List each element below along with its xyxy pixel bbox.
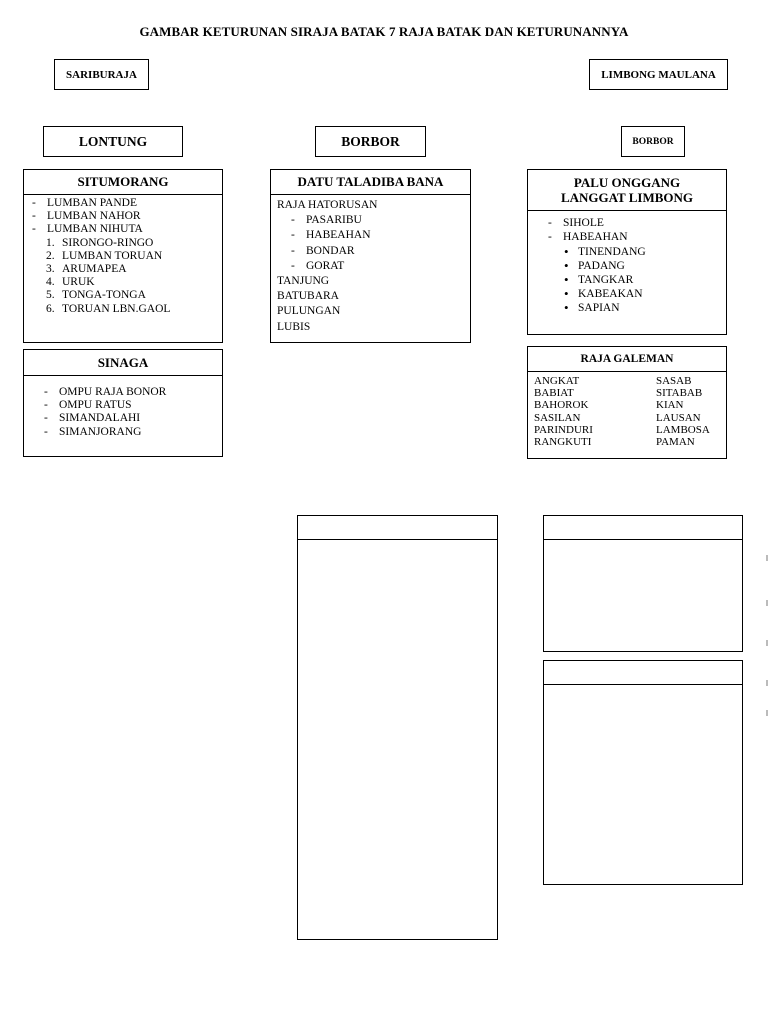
galeman-left-item: PARINDURI [534, 423, 593, 436]
sinaga-list [59, 386, 166, 439]
galeman-right-item: LAUSAN [656, 411, 701, 424]
datu-taladiba-bana-header: DATU TALADIBA BANA [271, 170, 470, 195]
galeman-right-item: PAMAN [656, 436, 695, 449]
list-item: - LUMBAN NIHUTA [47, 223, 143, 236]
raja-galeman-card [527, 346, 727, 459]
list-text: SIRONGO-RINGO [62, 236, 154, 249]
list-text: TONGA-TONGA [62, 289, 146, 302]
list-text: TORUAN LBN.GAOL [62, 302, 171, 315]
list-item [46, 236, 170, 250]
galeman-right-item: SASAB [656, 375, 692, 387]
list-item [46, 249, 170, 263]
page-title: GAMBAR KETURUNAN SIRAJA BATAK 7 RAJA BATAK DAN KETURUNANNYA [139, 24, 629, 39]
label-lontung-text: LONTUNG [78, 133, 148, 149]
list-item: • KABEAKAN [578, 287, 646, 301]
label-sariburaja [54, 59, 149, 90]
galeman-left-item: BAHOROK [534, 399, 589, 412]
label-borbor-middle [315, 126, 426, 157]
list-number: 3. [46, 263, 55, 275]
situmorang-numbered-list [46, 236, 171, 316]
list-item: - SIMANJORANG [59, 426, 166, 439]
list-item: - HABEAHAN [306, 228, 377, 243]
datu-list [277, 198, 377, 335]
palu-bullet-list [578, 245, 646, 315]
palu-onggang-header-line1: PALU ONGGANG [573, 175, 681, 190]
list-item: - SIMANDALAHI [59, 412, 166, 425]
list-item: PULUNGAN [277, 305, 341, 318]
list-item [46, 289, 170, 302]
datu-sub-list [306, 213, 377, 274]
datu-taladiba-bana-card [270, 169, 471, 343]
list-item: • PADANG [578, 259, 646, 273]
list-item: - SIHOLE [563, 216, 628, 230]
list-item: - OMPU RATUS [59, 399, 166, 412]
palu-onggang-card [527, 169, 727, 335]
list-item: - BONDAR [306, 244, 377, 259]
list-item [46, 276, 170, 289]
list-number: 4. [46, 276, 55, 289]
raja-galeman-grid [534, 375, 726, 448]
list-item: - LUMBAN PANDE [47, 197, 143, 210]
palu-onggang-header-line2: LANGGAT LIMBONG [560, 190, 694, 205]
list-number: 5. [46, 289, 55, 302]
empty-card-right-bottom [543, 660, 743, 885]
list-item: • TINENDANG [578, 245, 646, 259]
galeman-left-item: SASILAN [534, 411, 581, 424]
empty-card-middle [297, 515, 498, 940]
list-item: - OMPU RAJA BONOR [59, 386, 166, 399]
list-item [46, 263, 170, 276]
list-item: - PASARIBU [306, 213, 377, 228]
situmorang-card [23, 169, 223, 343]
galeman-left-item: RANGKUTI [534, 436, 592, 449]
empty-card-right-top-header [544, 516, 742, 540]
label-limbong-maulana-text: LIMBONG MAULANA [601, 68, 716, 81]
list-item: BATUBARA [277, 290, 339, 303]
empty-card-right-bottom-header [544, 661, 742, 685]
galeman-right-item: LAMBOSA [656, 423, 710, 436]
list-number: 6. [46, 302, 55, 315]
empty-card-right-top [543, 515, 743, 652]
situmorang-dash-list [47, 197, 143, 237]
list-item: - LUMBAN NAHOR [47, 210, 143, 223]
palu-dash-list [563, 216, 628, 245]
list-text: URUK [62, 276, 95, 289]
label-limbong-maulana [589, 59, 728, 90]
list-number: 2. [46, 249, 55, 262]
list-item: - GORAT [306, 259, 377, 274]
label-borbor-right-text: BORBOR [632, 136, 674, 147]
list-item [46, 302, 171, 316]
label-lontung [43, 126, 183, 157]
list-item: LUBIS [277, 320, 311, 333]
label-borbor-right [621, 126, 685, 157]
galeman-left-item: BABIAT [534, 387, 574, 400]
list-item: TANJUNG [277, 275, 330, 288]
raja-galeman-header: RAJA GALEMAN [528, 347, 726, 372]
list-item: - HABEAHAN [563, 230, 628, 244]
situmorang-header: SITUMORANG [24, 170, 222, 195]
empty-card-middle-header [298, 516, 497, 540]
list-item: RAJA HATORUSAN [277, 199, 378, 211]
galeman-right-item: KIAN [656, 399, 684, 412]
label-borbor-middle-text: BORBOR [341, 133, 400, 149]
palu-onggang-header [528, 170, 726, 211]
sinaga-card [23, 349, 223, 457]
list-number: 1. [46, 236, 55, 249]
list-text: ARUMAPEA [62, 263, 127, 275]
list-item: • TANGKAR [578, 273, 646, 287]
sinaga-header: SINAGA [24, 350, 222, 376]
galeman-left-item: ANGKAT [534, 375, 580, 387]
list-text: LUMBAN TORUAN [62, 249, 163, 262]
galeman-right-item: SITABAB [656, 387, 703, 400]
list-item: • SAPIAN [578, 301, 646, 315]
label-sariburaja-text: SARIBURAJA [66, 68, 137, 81]
